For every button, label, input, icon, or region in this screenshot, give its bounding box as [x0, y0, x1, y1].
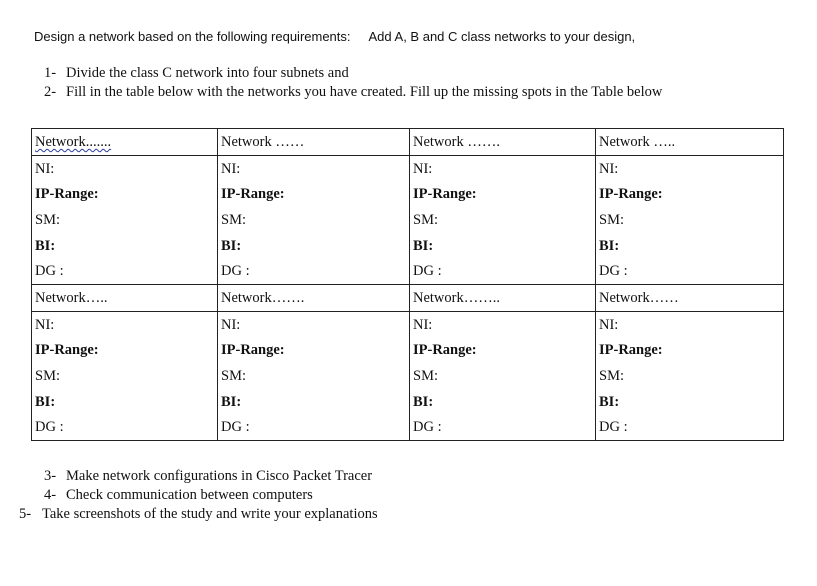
step-4 [44, 487, 313, 504]
requirements-intro: Design a network based on the following requirements: [34, 29, 351, 44]
bi-cell: BI: [596, 233, 784, 259]
network-header-cell [218, 285, 410, 312]
dg-cell: DG : [410, 415, 596, 441]
table-row [32, 155, 784, 181]
bi-cell: BI: [410, 389, 596, 415]
step-number: 1- [44, 65, 57, 81]
step-1 [44, 65, 349, 82]
ni-cell: NI: [410, 311, 596, 337]
bi-cell: BI: [410, 233, 596, 259]
network-header-label: Network …… [221, 133, 305, 150]
ip-range-cell: IP-Range: [218, 338, 410, 364]
network-header-label: Network....... [35, 133, 112, 150]
network-header-cell [32, 129, 218, 156]
requirements-add-classes: Add A, B and C class networks to your design, [368, 29, 636, 44]
step-text: Check communication between computers [66, 487, 313, 503]
ip-range-cell: IP-Range: [410, 338, 596, 364]
step-number: 2- [44, 84, 57, 100]
network-header-cell [32, 285, 218, 312]
dg-cell: DG : [32, 258, 218, 284]
sm-cell: SM: [596, 363, 784, 389]
step-number: 3- [44, 468, 57, 484]
ip-range-cell: IP-Range: [410, 181, 596, 207]
table-row [32, 338, 784, 364]
subnet-table [31, 128, 784, 441]
step-2 [44, 84, 662, 101]
bi-cell: BI: [218, 389, 410, 415]
dg-cell: DG : [218, 258, 410, 284]
bi-cell: BI: [596, 389, 784, 415]
step-text: Make network configurations in Cisco Packet Tracer [66, 468, 373, 484]
dg-cell: DG : [596, 258, 784, 284]
ni-cell: NI: [218, 155, 410, 181]
ip-range-cell: IP-Range: [596, 338, 784, 364]
ni-cell: NI: [410, 155, 596, 181]
network-header-label: Network….. [35, 289, 108, 306]
sm-cell: SM: [32, 363, 218, 389]
network-header-cell [410, 129, 596, 156]
bi-cell: BI: [32, 233, 218, 259]
step-5 [19, 506, 378, 523]
table-row [32, 233, 784, 259]
table-row [32, 258, 784, 284]
step-number: 4- [44, 487, 57, 503]
step-text: Fill in the table below with the networks you have created. Fill up the missing spots in the Table below [66, 84, 663, 100]
dg-cell: DG : [218, 415, 410, 441]
dg-cell: DG : [596, 415, 784, 441]
network-header-label: Network ….. [599, 133, 676, 150]
table-row [32, 389, 784, 415]
table-row [32, 129, 784, 156]
network-header-label: Network……. [221, 289, 305, 306]
ni-cell: NI: [596, 155, 784, 181]
sm-cell: SM: [218, 207, 410, 233]
ip-range-cell: IP-Range: [596, 181, 784, 207]
sm-cell: SM: [596, 207, 784, 233]
network-header-cell [596, 285, 784, 312]
dg-cell: DG : [32, 415, 218, 441]
network-header-cell [218, 129, 410, 156]
ni-cell: NI: [32, 311, 218, 337]
network-header-label: Network…… [599, 289, 679, 306]
table-row [32, 181, 784, 207]
ni-cell: NI: [32, 155, 218, 181]
network-header-label: Network…….. [413, 289, 500, 306]
sm-cell: SM: [218, 363, 410, 389]
step-number: 5- [19, 506, 32, 522]
dg-cell: DG : [410, 258, 596, 284]
table-row [32, 207, 784, 233]
ip-range-cell: IP-Range: [32, 338, 218, 364]
network-header-label: Network ……. [413, 133, 500, 150]
step-3 [44, 468, 372, 485]
network-header-cell [596, 129, 784, 156]
bi-cell: BI: [218, 233, 410, 259]
table-row [32, 415, 784, 441]
sm-cell: SM: [410, 207, 596, 233]
step-text: Divide the class C network into four subnets and [66, 65, 349, 81]
ni-cell: NI: [218, 311, 410, 337]
sm-cell: SM: [410, 363, 596, 389]
ip-range-cell: IP-Range: [218, 181, 410, 207]
ip-range-cell: IP-Range: [32, 181, 218, 207]
table-row [32, 285, 784, 312]
table-row [32, 311, 784, 337]
table-row [32, 363, 784, 389]
bi-cell: BI: [32, 389, 218, 415]
sm-cell: SM: [32, 207, 218, 233]
ni-cell: NI: [596, 311, 784, 337]
step-text: Take screenshots of the study and write your explanations [42, 506, 378, 522]
network-header-cell [410, 285, 596, 312]
